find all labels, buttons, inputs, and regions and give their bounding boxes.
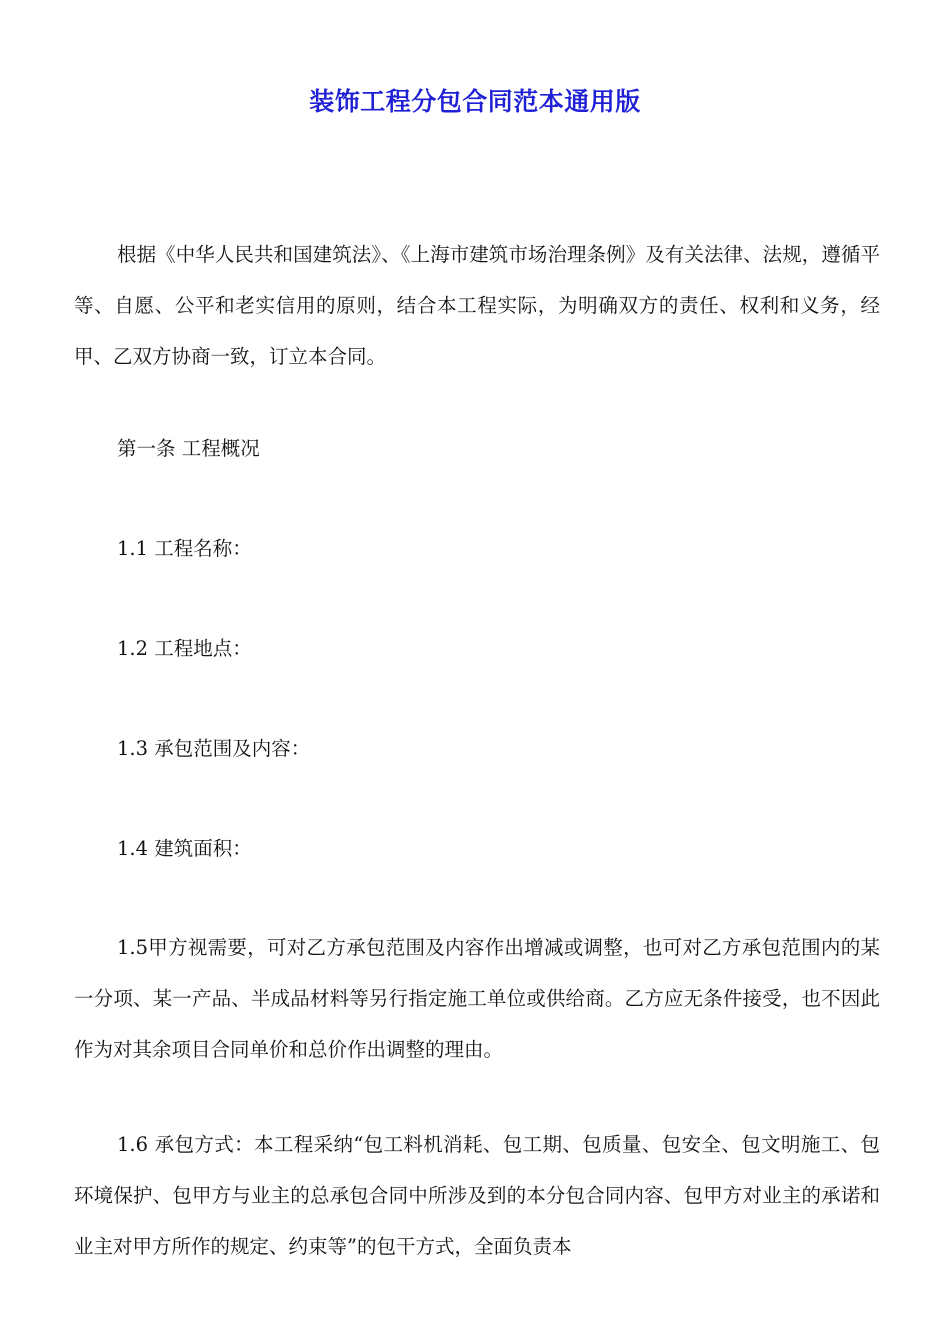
item-1-6-paragraph: 1.6 承包方式：本工程采纳“包工料机消耗、包工期、包质量、包安全、包文明施工、包环境保护、包甲方与业主的总承包合同中所涉及到的本分包合同内容、包甲方对业主的承诺和业主对甲方所作的规定、约束等”的包干方式，全面负责本 bbox=[74, 1133, 880, 1258]
item-1-1-project-name: 1.1 工程名称： bbox=[117, 537, 252, 560]
document-title: 装饰工程分包合同范本通用版 bbox=[309, 87, 641, 116]
item-1-2-project-location: 1.2 工程地点： bbox=[117, 637, 252, 660]
item-1-3-contract-scope: 1.3 承包范围及内容： bbox=[117, 737, 311, 760]
intro-paragraph: 根据《中华人民共和国建筑法》、《上海市建筑市场治理条例》及有关法律、法规，遵循平等、自愿、公平和老实信用的原则，结合本工程实际，为明确双方的责任、权利和义务，经甲、乙双方协商一致，订立本合同。 bbox=[74, 243, 880, 368]
item-1-4-building-area: 1.4 建筑面积： bbox=[117, 837, 252, 860]
article-1-heading: 第一条 工程概况 bbox=[117, 437, 260, 460]
item-1-5-paragraph: 1.5甲方视需要，可对乙方承包范围及内容作出增减或调整，也可对乙方承包范围内的某一分项、某一产品、半成品材料等另行指定施工单位或供给商。乙方应无条件接受，也不因此作为对其余项目合同单价和总价作出调整的理由。 bbox=[74, 936, 880, 1061]
